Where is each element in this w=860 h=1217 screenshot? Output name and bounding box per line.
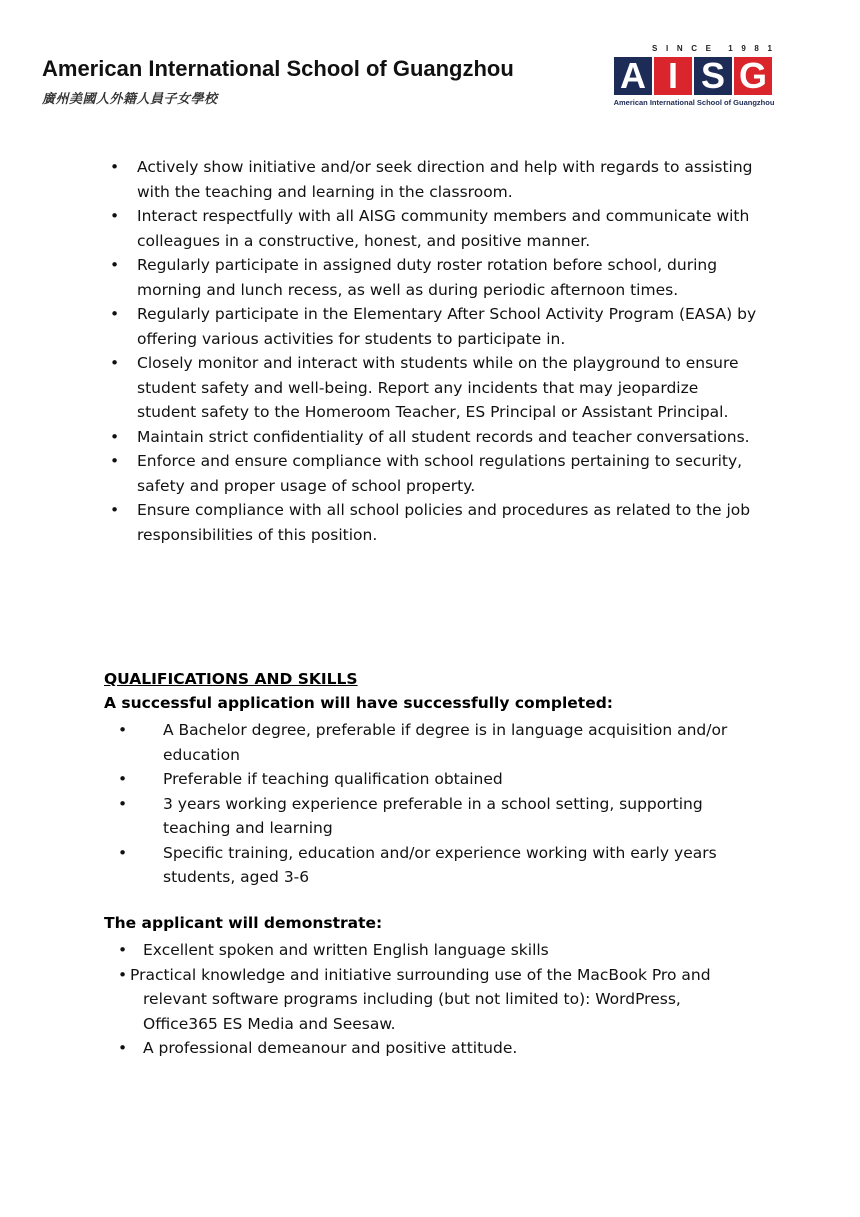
list-item: • Excellent spoken and written English language skills	[0, 938, 760, 963]
aisg-logo	[612, 44, 776, 110]
list-item	[0, 963, 760, 1037]
list-item: • Actively show initiative and/or seek direction and help with regards to assisting with the teaching and learning in the classroom.	[0, 155, 760, 204]
qualifications-heading: QUALIFICATIONS AND SKILLS	[104, 670, 358, 688]
logo-letter: S	[694, 57, 732, 95]
logo-letter: G	[734, 57, 772, 95]
list-item: • Regularly participate in the Elementary After School Activity Program (EASA) by offering various activities for students to participate in.	[0, 302, 760, 351]
logo-subtitle: American International School of Guangzhou	[613, 98, 775, 107]
logo-letter: I	[654, 57, 692, 95]
school-name-chinese: 廣州美國人外籍人員子女學校	[42, 92, 218, 107]
list-item: • 3 years working experience preferable in a school setting, supporting teaching and learning	[0, 792, 760, 841]
duties-list	[0, 155, 760, 547]
logo-letters	[614, 57, 774, 95]
list-item: • Regularly participate in assigned duty roster rotation before school, during morning and lunch recess, as well as during periodic afternoon times.	[0, 253, 760, 302]
list-item: • Ensure compliance with all school policies and procedures as related to the job responsibilities of this position.	[0, 498, 760, 547]
list-item: • Preferable if teaching qualification obtained	[0, 767, 760, 792]
list-item: • Closely monitor and interact with students while on the playground to ensure student safety and well-being. Report any incidents that may jeopardize student safety to the Homeroom Teacher, ES Principal or Assistant Principal.	[0, 351, 760, 425]
list-item-text: • Practical knowledge and initiative surrounding use of the MacBook Pro and relevant software programs including (but not limited to): WordPress, Office365 ES Media and Seesaw.	[130, 965, 711, 1033]
demonstrate-heading: The applicant will demonstrate:	[104, 914, 383, 932]
demonstrate-list	[0, 938, 760, 1061]
list-item: • A Bachelor degree, preferable if degree is in language acquisition and/or education	[0, 718, 760, 767]
school-name: American International School of Guangzhou	[42, 56, 514, 81]
qualifications-list	[0, 718, 760, 890]
logo-since-text: S I N C E 1 9 8 1	[652, 44, 772, 53]
list-item: • Interact respectfully with all AISG community members and communicate with colleagues in a constructive, honest, and positive manner.	[0, 204, 760, 253]
completed-heading: A successful application will have successfully completed:	[104, 694, 613, 712]
list-item: • A professional demeanour and positive attitude.	[0, 1036, 760, 1061]
logo-letter: A	[614, 57, 652, 95]
list-item: • Specific training, education and/or experience working with early years students, aged 3-6	[0, 841, 760, 890]
list-item: • Maintain strict confidentiality of all student records and teacher conversations.	[0, 425, 760, 450]
list-item: • Enforce and ensure compliance with school regulations pertaining to security, safety and proper usage of school property.	[0, 449, 760, 498]
